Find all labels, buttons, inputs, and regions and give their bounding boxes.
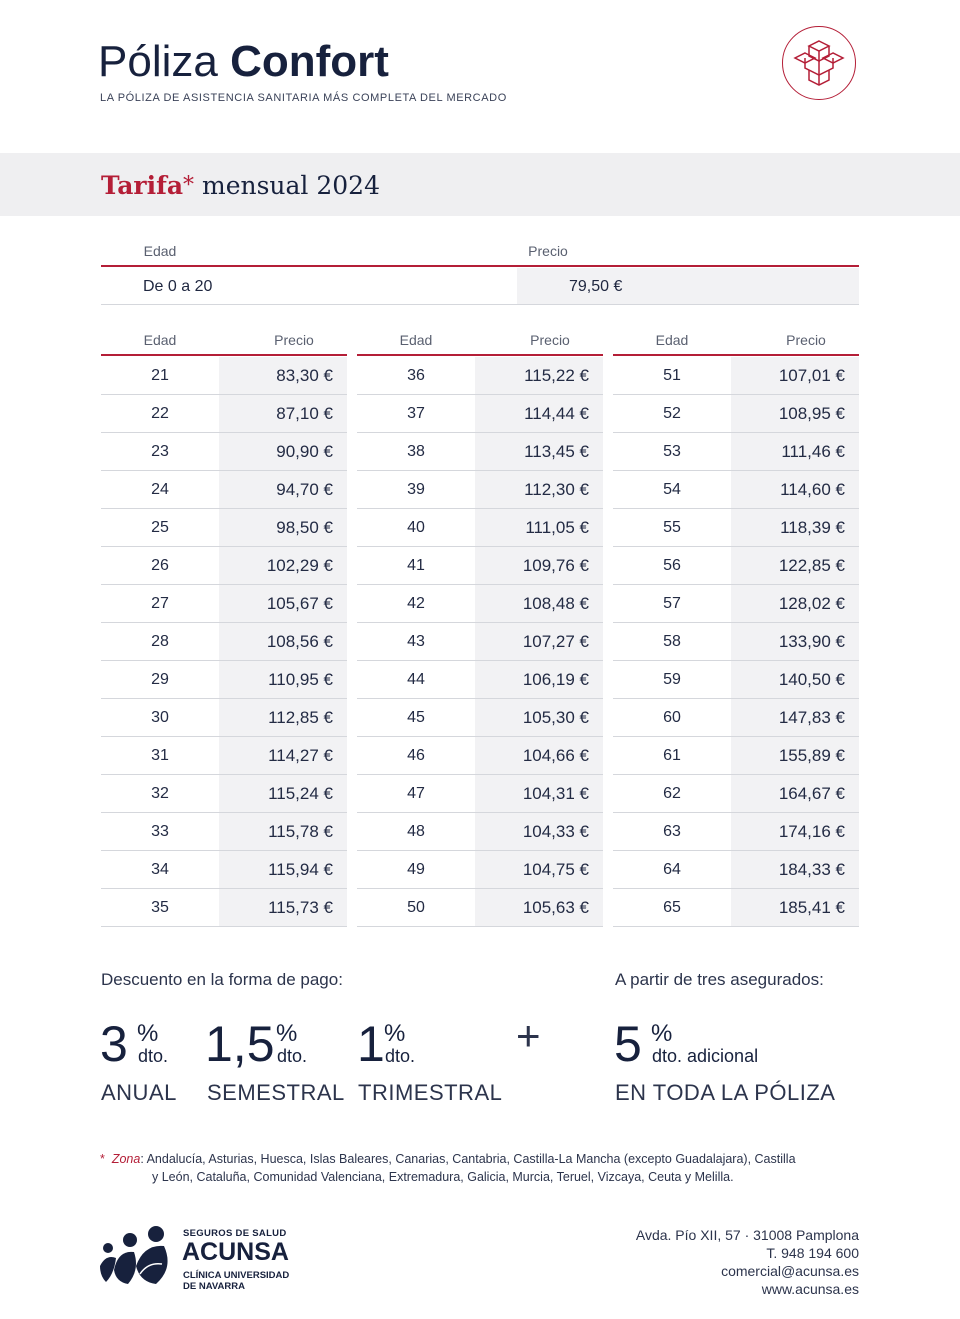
age-cell: 50 <box>407 899 425 916</box>
discount-annual-dto: dto. <box>138 1046 169 1066</box>
price-cell: 110,95 € <box>219 661 347 698</box>
table-row <box>101 889 347 927</box>
top-header-price: Precio <box>528 243 568 259</box>
page-title <box>98 36 389 88</box>
table-row <box>613 509 859 547</box>
discount-semestral-value: 1,5 <box>205 1016 275 1072</box>
age-cell: 56 <box>663 557 681 574</box>
table-row <box>101 268 859 305</box>
table-row <box>357 813 603 851</box>
table-row <box>101 471 347 509</box>
table2-header-age: Edad <box>399 332 433 348</box>
discount-annual-value: 3 <box>100 1016 128 1072</box>
table-row <box>357 851 603 889</box>
table-row <box>101 775 347 813</box>
discount-annual-pct: % <box>137 1020 159 1047</box>
zone-footnote <box>100 1150 860 1186</box>
table2-header-price: Precio <box>530 332 570 348</box>
age-cell: 61 <box>663 747 681 764</box>
table-row <box>357 699 603 737</box>
table-row <box>357 547 603 585</box>
age-cell: 44 <box>407 671 425 688</box>
age-cell: 40 <box>407 519 425 536</box>
price-cell: 105,67 € <box>219 585 347 622</box>
age-cell: 28 <box>151 633 169 650</box>
discount-semestral-dto: dto. <box>277 1046 308 1066</box>
price-cell: 87,10 € <box>219 395 347 432</box>
table-row <box>101 699 347 737</box>
table-row <box>101 357 347 395</box>
age-cell: 26 <box>151 557 169 574</box>
table-row <box>101 661 347 699</box>
contact-phone[interactable]: 948 194 600 <box>781 1245 859 1261</box>
price-cell: 94,70 € <box>219 471 347 508</box>
table-row <box>357 775 603 813</box>
price-cell: 140,50 € <box>731 661 859 698</box>
contact-email[interactable]: comercial@acunsa.es <box>721 1263 859 1279</box>
tariff-title <box>101 170 380 202</box>
price-cell: 98,50 € <box>219 509 347 546</box>
price-cell: 118,39 € <box>731 509 859 546</box>
group-discount-dto: dto. adicional <box>652 1046 759 1066</box>
age-cell: 35 <box>151 899 169 916</box>
price-cell: 115,73 € <box>219 889 347 926</box>
age-cell: 21 <box>151 367 169 384</box>
table-row <box>357 661 603 699</box>
age-cell: 25 <box>151 519 169 536</box>
price-cell: 105,30 € <box>475 699 603 736</box>
tariff-asterisk: * <box>183 173 195 198</box>
table-row <box>357 433 603 471</box>
age-cell: 52 <box>663 405 681 422</box>
group-discount-label: A partir de tres asegurados: <box>615 970 824 989</box>
group-discount-period: EN TODA LA PÓLIZA <box>615 1080 836 1105</box>
price-cell: 155,89 € <box>731 737 859 774</box>
table-row <box>357 889 603 927</box>
brand-sub-line2: DE NAVARRA <box>183 1281 245 1292</box>
table3-header-price: Precio <box>786 332 826 348</box>
age-cell: 22 <box>151 405 169 422</box>
price-cell: 79,50 € <box>517 268 859 304</box>
acunsa-logo <box>100 1226 310 1296</box>
table-row <box>613 357 859 395</box>
age-cell: 48 <box>407 823 425 840</box>
contact-web[interactable]: www.acunsa.es <box>761 1281 859 1297</box>
title-bold: Confort <box>230 37 389 86</box>
table-row <box>101 433 347 471</box>
table-row <box>357 585 603 623</box>
price-cell: 109,76 € <box>475 547 603 584</box>
brand-sub-line1: CLÍNICA UNIVERSIDAD <box>183 1270 290 1281</box>
price-cell: 174,16 € <box>731 813 859 850</box>
price-cell: 115,24 € <box>219 775 347 812</box>
age-cell: 46 <box>407 747 425 764</box>
price-cell: 111,05 € <box>475 509 603 546</box>
footnote-asterisk: * <box>100 1152 105 1166</box>
price-cell: 185,41 € <box>731 889 859 926</box>
payment-discount-label: Descuento en la forma de pago: <box>101 970 343 989</box>
discount-semestral-pct: % <box>276 1020 298 1047</box>
price-cell: 108,48 € <box>475 585 603 622</box>
price-cell: 106,19 € <box>475 661 603 698</box>
table-row <box>613 737 859 775</box>
price-cell: 115,22 € <box>475 357 603 394</box>
table-row <box>357 395 603 433</box>
cube-logo-icon <box>782 26 856 100</box>
price-cell: 104,33 € <box>475 813 603 850</box>
age-cell: 63 <box>663 823 681 840</box>
age-cell: 58 <box>663 633 681 650</box>
table-row <box>613 623 859 661</box>
brand-tagline: SEGUROS DE SALUD <box>183 1228 287 1239</box>
contact-block <box>636 1226 859 1298</box>
age-cell: 38 <box>407 443 425 460</box>
age-cell: 27 <box>151 595 169 612</box>
price-cell: 164,67 € <box>731 775 859 812</box>
price-cell: 90,90 € <box>219 433 347 470</box>
price-cell: 105,63 € <box>475 889 603 926</box>
page-subtitle: LA PÓLIZA DE ASISTENCIA SANITARIA MÁS COMPLETA DEL MERCADO <box>100 92 507 104</box>
age-cell: 29 <box>151 671 169 688</box>
age-cell: 42 <box>407 595 425 612</box>
brand-name: ACUNSA <box>182 1238 289 1266</box>
table-row <box>613 851 859 889</box>
age-cell: 65 <box>663 899 681 916</box>
price-cell: 108,95 € <box>731 395 859 432</box>
price-cell: 104,75 € <box>475 851 603 888</box>
table1-header-price: Precio <box>274 332 314 348</box>
contact-phone-prefix: T. <box>766 1245 782 1261</box>
table-row <box>613 699 859 737</box>
table-row <box>613 813 859 851</box>
age-cell: 41 <box>407 557 425 574</box>
table-row <box>101 813 347 851</box>
table-row <box>101 585 347 623</box>
price-cell: 133,90 € <box>731 623 859 660</box>
age-cell: 49 <box>407 861 425 878</box>
price-cell: 108,56 € <box>219 623 347 660</box>
age-cell: 43 <box>407 633 425 650</box>
table-row <box>101 395 347 433</box>
price-cell: 112,30 € <box>475 471 603 508</box>
price-cell: 107,01 € <box>731 357 859 394</box>
table2-header-line <box>357 354 603 356</box>
price-cell: 113,45 € <box>475 433 603 470</box>
plus-icon: + <box>516 1012 541 1059</box>
table-row <box>613 889 859 927</box>
footnote-zona: Zona <box>111 1152 141 1166</box>
price-cell: 104,31 € <box>475 775 603 812</box>
price-cell: 104,66 € <box>475 737 603 774</box>
price-cell: 122,85 € <box>731 547 859 584</box>
table-row <box>613 661 859 699</box>
age-cell: 34 <box>151 861 169 878</box>
table-row <box>101 737 347 775</box>
table-row <box>357 471 603 509</box>
contact-phone-line <box>636 1244 859 1262</box>
table-row <box>613 775 859 813</box>
table-row <box>101 547 347 585</box>
table-row <box>613 395 859 433</box>
table-row <box>357 509 603 547</box>
age-cell: 32 <box>151 785 169 802</box>
age-cell: 51 <box>663 367 681 384</box>
footnote-text-line1: : Andalucía, Asturias, Huesca, Islas Baleares, Canarias, Cantabria, Castilla-La Mancha (excepto Guadalajara), Castilla <box>140 1152 796 1166</box>
table3-header-age: Edad <box>655 332 689 348</box>
age-cell: 62 <box>663 785 681 802</box>
age-cell: 53 <box>663 443 681 460</box>
price-cell: 83,30 € <box>219 357 347 394</box>
age-cell: 36 <box>407 367 425 384</box>
price-cell: 115,78 € <box>219 813 347 850</box>
age-cell: De 0 a 20 <box>143 278 213 295</box>
table-row <box>101 623 347 661</box>
table-row <box>613 547 859 585</box>
age-cell: 54 <box>663 481 681 498</box>
top-header-age: Edad <box>143 243 177 259</box>
table-row <box>613 471 859 509</box>
age-cell: 23 <box>151 443 169 460</box>
table-row <box>613 585 859 623</box>
age-cell: 64 <box>663 861 681 878</box>
price-cell: 128,02 € <box>731 585 859 622</box>
people-logo-icon <box>100 1226 180 1286</box>
age-cell: 24 <box>151 481 169 498</box>
price-cell: 112,85 € <box>219 699 347 736</box>
table-row <box>101 851 347 889</box>
price-cell: 114,44 € <box>475 395 603 432</box>
price-cell: 147,83 € <box>731 699 859 736</box>
age-cell: 57 <box>663 595 681 612</box>
price-cell: 115,94 € <box>219 851 347 888</box>
discount-trimestral-period: TRIMESTRAL <box>358 1080 503 1105</box>
table3-header-line <box>613 354 859 356</box>
age-cell: 31 <box>151 747 169 764</box>
age-cell: 60 <box>663 709 681 726</box>
age-cell: 37 <box>407 405 425 422</box>
age-cell: 39 <box>407 481 425 498</box>
table-row <box>357 623 603 661</box>
price-cell: 184,33 € <box>731 851 859 888</box>
age-cell: 55 <box>663 519 681 536</box>
tariff-word: Tarifa <box>101 171 184 200</box>
footnote-text-line2: y León, Cataluña, Comunidad Valenciana, Extremadura, Galicia, Murcia, Teruel, Vizcaya, Ceuta y Melilla. <box>152 1170 734 1184</box>
title-light: Póliza <box>98 37 218 86</box>
price-cell: 114,27 € <box>219 737 347 774</box>
age-cell: 33 <box>151 823 169 840</box>
price-cell: 102,29 € <box>219 547 347 584</box>
discount-annual-period: ANUAL <box>101 1080 177 1105</box>
contact-address: Avda. Pío XII, 57 · 31008 Pamplona <box>635 1227 859 1243</box>
age-cell: 45 <box>407 709 425 726</box>
discount-trimestral-value: 1 <box>357 1016 385 1072</box>
table1-header-line <box>101 354 347 356</box>
discount-trimestral-dto: dto. <box>385 1046 416 1066</box>
table-row <box>101 509 347 547</box>
table-row <box>357 357 603 395</box>
discount-semestral-period: SEMESTRAL <box>207 1080 345 1105</box>
age-cell: 30 <box>151 709 169 726</box>
age-cell: 47 <box>407 785 425 802</box>
price-cell: 111,46 € <box>731 433 859 470</box>
group-discount-value: 5 <box>614 1016 642 1072</box>
tariff-rest: mensual 2024 <box>201 171 380 200</box>
table-row <box>357 737 603 775</box>
brand-sub <box>183 1270 289 1292</box>
table-row <box>613 433 859 471</box>
age-cell: 59 <box>663 671 681 688</box>
discount-trimestral-pct: % <box>384 1020 406 1047</box>
group-discount-pct: % <box>651 1020 673 1047</box>
table1-header-age: Edad <box>143 332 177 348</box>
price-cell: 114,60 € <box>731 471 859 508</box>
price-cell: 107,27 € <box>475 623 603 660</box>
top-header-line <box>101 265 859 267</box>
